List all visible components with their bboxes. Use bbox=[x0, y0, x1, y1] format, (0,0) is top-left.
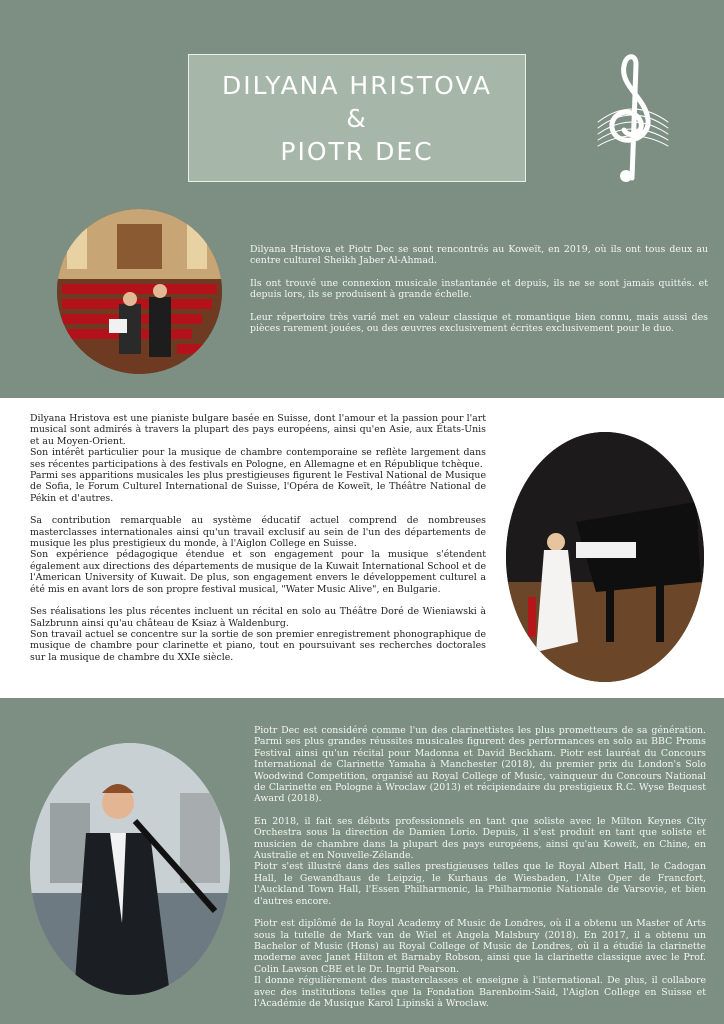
dilyana-paragraph-7: Son travail actuel se concentre sur la sortie de son premier enregistrement phonographique de musique de chambre pour clarinette et piano, tout en poursuivant ses recherches doctorales sur la musique de chambre du XXIe siècle. bbox=[30, 628, 486, 663]
dilyana-paragraph-1: Dilyana Hristova est une pianiste bulgare basée en Suisse, dont l'amour et la passion pour l'art musical sont admirés à travers la plupart des pays européens, ainsi qu'en Asie, aux États-Unis et au Moyen-Orient. bbox=[30, 413, 486, 447]
piotr-paragraph-4: Piotr est diplômé de la Royal Academy of Music de Londres, où il a obtenu un Master of Arts sous la tutelle de Mark van de Wiel et Angela Malsbury (2018). En 2017, il a obtenu un Bachelor of Music (Hons) au Royal College of Music de Londres, où il a étudié la clarinette moderne avec Janet Hilton et Barnaby Robson, ainsi que la clarinette classique avec le Prof. Colin Lawson CBE et le Dr. Ingrid Pearson. bbox=[254, 918, 706, 975]
dilyana-paragraph-2: Son intérêt particulier pour la musique de chambre contemporaine se reflète largement dans ses récentes participations à des festivals en Pologne, en Allemagne et en République tchèque. bbox=[30, 447, 486, 470]
clarinettist-photo bbox=[30, 743, 230, 995]
piotr-paragraph-2: En 2018, il fait ses débuts professionnels en tant que soliste avec le Milton Keynes City Orchestra sous la direction de Damien Lorio. Depuis, il s'est produit en tant que soliste et musicien de chambre dans la plupart des pays européens, ainsi qu'au Koweït, en Chine, en Australie et en Nouvelle-Zélande. bbox=[254, 815, 706, 862]
dilyana-paragraph-4: Sa contribution remarquable au système éducatif actuel comprend de nombreuses masterclasses internationales ainsi qu'un travail exclusif au sein de l'un des départements de musique les plus prestigieux du monde, à l'Aiglon College en Suisse. bbox=[30, 515, 486, 550]
intro-paragraph-1: Dilyana Hristova et Piotr Dec se sont rencontrés au Koweït, en 2019, où ils ont tous deux au centre culturel Sheikh Jaber Al-Ahmad. bbox=[250, 244, 708, 267]
intro-paragraph-3: Leur répertoire très varié met en valeur classique et romantique bien connu, mais aussi des pièces rarement jouées, ou des œuvres exclusivement écrites exclusivement pour le duo. bbox=[250, 311, 708, 335]
dilyana-paragraph-5: Son expérience pédagogique étendue et son engagement pour la musique s'étendent également aux directions des départements de musique de la Kuwait International School et de l'American University of Kuwait. De plus, son engagement envers le développement culturel a été mis en avant lors de son propre festival musical, "Water Music Alive", en Bulgarie. bbox=[30, 549, 486, 595]
piotr-paragraph-5: Il donne régulièrement des masterclasses et enseigne à l'international. De plus, il collabore avec des institutions telles que la Fondation Barenboim-Said, l'Aiglon College en Suisse et l'Académie de Musique Karol Lipinski à Wroclaw. bbox=[254, 975, 706, 1009]
title-name-dilyana: DILYANA HRISTOVA bbox=[222, 70, 492, 100]
dilyana-paragraph-6: Ses réalisations les plus récentes incluent un récital en solo au Théâtre Doré de Wieniawski à Salzbrunn ainsi qu'au château de Ksiaz à Waldenburg. bbox=[30, 606, 486, 629]
concert-hall-photo bbox=[57, 209, 222, 374]
dilyana-bio bbox=[30, 413, 486, 663]
intro-paragraph-2: Ils ont trouvé une connexion musicale instantanée et depuis, ils ne se sont jamais quittés. et depuis lors, ils se produisent à grande échelle. bbox=[250, 277, 708, 301]
piotr-paragraph-3: Piotr s'est illustré dans des salles prestigieuses telles que le Royal Albert Hall, le Cadogan Hall, le Gewandhaus de Leipzig, le Kurhaus de Wiesbaden, l'Alte Oper de Francfort, l'Auckland Town Hall, l'Essen Philharmonic, la Philharmonie Nationale de Varsovie, et bien d'autres encore. bbox=[254, 861, 706, 907]
title-box bbox=[188, 54, 526, 182]
intro-text bbox=[250, 244, 708, 345]
title-ampersand: & bbox=[346, 103, 368, 133]
treble-clef-icon bbox=[592, 50, 674, 188]
title-name-piotr: PIOTR DEC bbox=[280, 136, 434, 166]
pianist-photo bbox=[506, 432, 704, 682]
piotr-bio bbox=[254, 725, 706, 1009]
dilyana-paragraph-3: Parmi ses apparitions musicales les plus prestigieuses figurent le Festival National de Musique de Sofia, le Forum Culturel International de Suisse, l'Opéra de Koweït, le Théâtre National de Pékin et d'autres. bbox=[30, 470, 486, 504]
piotr-paragraph-1: Piotr Dec est considéré comme l'un des clarinettistes les plus prometteurs de sa génération. Parmi ses plus grandes réussites musicales figurent des performances en solo au BBC Proms Festival ainsi qu'un récital pour Madonna et David Beckham. Piotr est lauréat du Concours International de Clarinette Yamaha à Manchester (2018), du premier prix du London's Solo Woodwind Competition, organisé au Royal College of Music, vainqueur du Concours National de Clarinette en Pologne à Wroclaw (2013) et récipiendaire du prestigieux R.C. Wyse Bequest Award (2018). bbox=[254, 725, 706, 805]
